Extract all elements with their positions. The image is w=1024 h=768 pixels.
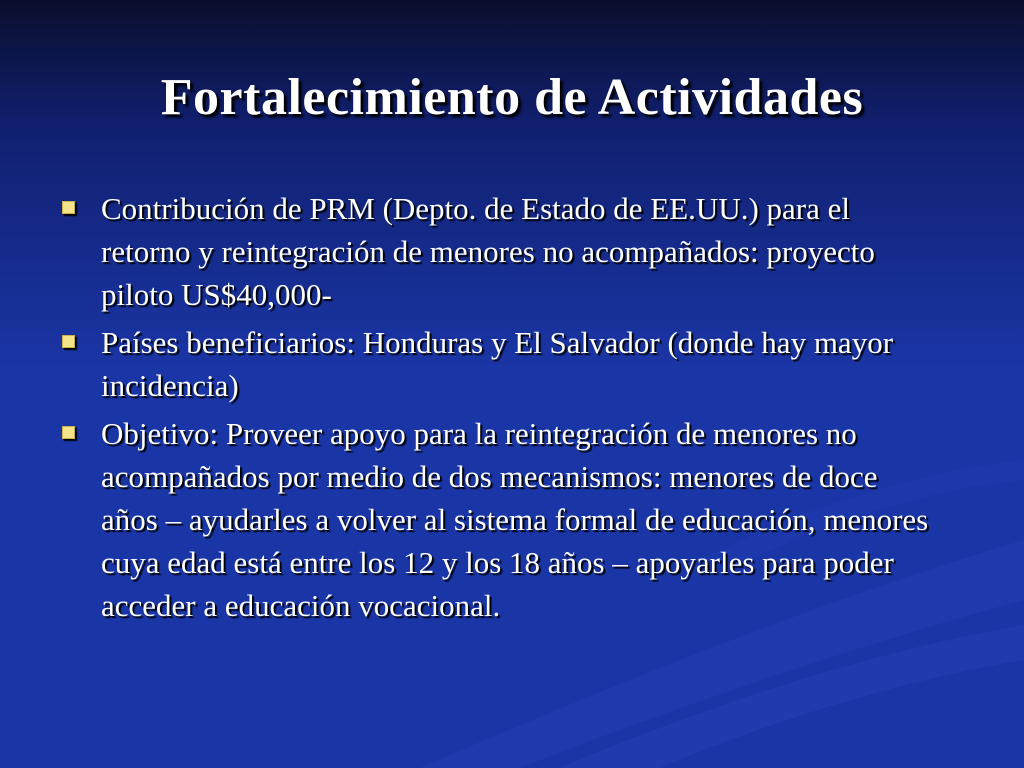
square-bullet-icon <box>62 201 75 214</box>
bullet-item-contribucion <box>62 187 942 316</box>
bullet-item-objetivo <box>62 412 942 627</box>
bullet-item-paises <box>62 321 942 407</box>
bullet-text: Objetivo: Proveer apoyo para la reintegración de menores no acompañados por medio de dos mecanismos: menores de doce años – ayudarles a volver al sistema formal de educación, menores cuya edad está entre los 12 y los 18 años – apoyarles para poder acceder a educación vocacional. <box>101 416 929 623</box>
bullet-list <box>62 187 942 632</box>
square-bullet-icon <box>62 335 75 348</box>
bullet-text: Contribución de PRM (Depto. de Estado de EE.UU.) para el retorno y reintegración de menores no acompañados: proyecto piloto US$40,000- <box>101 191 875 312</box>
square-bullet-icon <box>62 426 75 439</box>
slide-title: Fortalecimiento de Actividades <box>160 69 864 126</box>
bullet-text: Países beneficiarios: Honduras y El Salvador (donde hay mayor incidencia) <box>101 325 894 403</box>
